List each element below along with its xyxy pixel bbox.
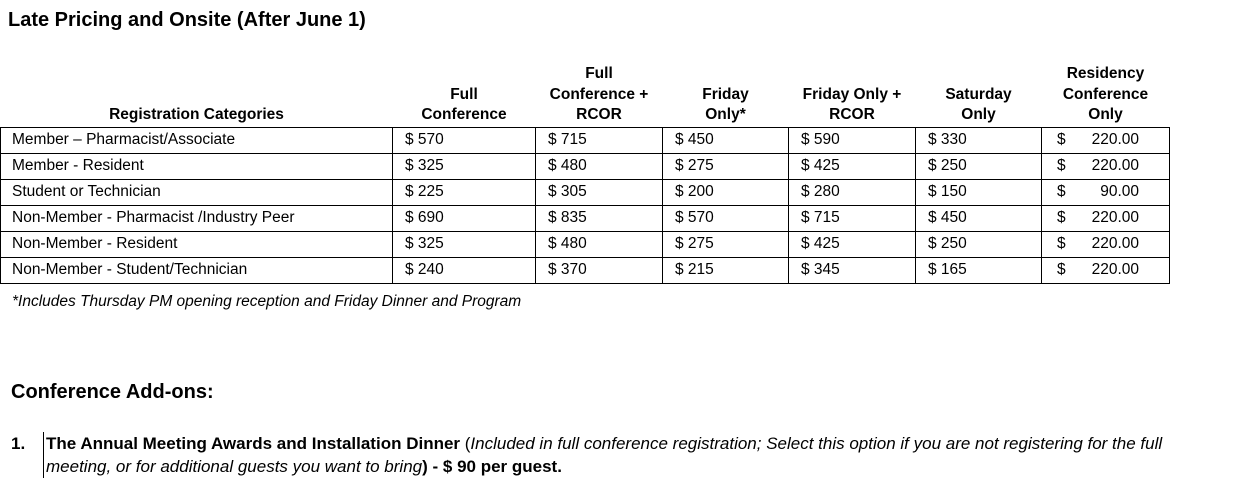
category-cell: Non-Member - Resident [1,231,393,257]
residency-price-cell [1042,179,1170,205]
header-line: Residency [1066,65,1145,82]
price-cell: $ 215 [663,257,789,283]
header-line: RCOR [576,106,622,123]
header-registration-categories [1,64,393,127]
header-friday-only [663,64,789,127]
header-line: Only [961,106,996,123]
header-line: Only* [705,106,746,123]
price-cell: $ 275 [663,231,789,257]
header-line: Conference + [549,85,649,103]
price-cell: $ 450 [663,127,789,153]
header-line: Registration Categories [109,106,284,123]
price-cell: $ 150 [916,179,1042,205]
residency-amount: 220.00 [1091,235,1139,252]
currency-symbol: $ [1057,157,1066,174]
addon-title: The Annual Meeting Awards and Installation Dinner [46,434,461,453]
header-line: Full [450,85,478,103]
header-saturday-only [916,64,1042,127]
residency-amount: 90.00 [1100,183,1139,200]
header-residency-conference-only [1042,64,1170,127]
addons-heading: Conference Add-ons: [11,381,214,403]
price-cell: $ 250 [916,231,1042,257]
category-cell: Non-Member - Student/Technician [1,257,393,283]
addon-number: 1. [11,434,26,453]
price-cell: $ 715 [536,127,663,153]
price-cell: $ 275 [663,153,789,179]
residency-price-cell [1042,231,1170,257]
page-title: Late Pricing and Onsite (After June 1) [8,9,366,31]
currency-symbol: $ [1057,235,1066,252]
residency-amount: 220.00 [1091,157,1139,174]
category-cell: Member - Resident [1,153,393,179]
price-cell: $ 240 [393,257,536,283]
price-cell: $ 590 [789,127,916,153]
price-cell: $ 250 [916,153,1042,179]
price-cell: $ 425 [789,231,916,257]
header-line: Conference [1062,85,1149,103]
table-row [1,179,1170,205]
price-cell: $ 280 [789,179,916,205]
header-line: Friday Only + [802,85,902,103]
header-line: Conference [421,106,507,123]
price-cell: $ 570 [393,127,536,153]
price-cell: $ 165 [916,257,1042,283]
addon-open-paren: ( [460,434,471,453]
price-cell: $ 450 [916,205,1042,231]
residency-price-cell [1042,205,1170,231]
addon-item [11,432,1191,478]
price-cell: $ 690 [393,205,536,231]
header-full-conference-rcor [536,64,663,127]
price-cell: $ 225 [393,179,536,205]
header-friday-only-rcor [789,64,916,127]
price-cell: $ 200 [663,179,789,205]
header-line: Only [1088,106,1123,123]
residency-amount: 220.00 [1091,131,1139,148]
addon-close-paren: ) [422,457,428,476]
addon-price: - $ 90 per guest. [427,457,562,476]
price-cell: $ 330 [916,127,1042,153]
residency-price-cell [1042,153,1170,179]
header-line: RCOR [829,106,875,123]
header-line: Friday [702,85,749,103]
currency-symbol: $ [1057,209,1066,226]
price-cell: $ 570 [663,205,789,231]
header-line: Saturday [945,85,1012,103]
currency-symbol: $ [1057,131,1066,148]
addon-text [43,432,1191,478]
price-cell: $ 325 [393,153,536,179]
table-row [1,127,1170,153]
header-line: Full [585,65,613,82]
currency-symbol: $ [1057,183,1066,200]
table-row [1,231,1170,257]
price-cell: $ 480 [536,231,663,257]
header-full-conference [393,64,536,127]
table-row [1,153,1170,179]
currency-symbol: $ [1057,261,1066,278]
category-cell: Student or Technician [1,179,393,205]
price-cell: $ 480 [536,153,663,179]
category-cell: Member – Pharmacist/Associate [1,127,393,153]
residency-price-cell [1042,127,1170,153]
residency-price-cell [1042,257,1170,283]
category-cell: Non-Member - Pharmacist /Industry Peer [1,205,393,231]
pricing-table [0,64,1170,284]
price-cell: $ 370 [536,257,663,283]
residency-amount: 220.00 [1091,209,1139,226]
table-header-row [1,64,1170,127]
price-cell: $ 305 [536,179,663,205]
residency-amount: 220.00 [1091,261,1139,278]
table-row [1,257,1170,283]
price-cell: $ 425 [789,153,916,179]
addon-detail: Included in full conference registration; Select this option if you are not registering for the full meeting, or for additional guests you want to bring [46,434,1163,476]
price-cell: $ 835 [536,205,663,231]
table-footnote: *Includes Thursday PM opening reception and Friday Dinner and Program [12,293,522,310]
price-cell: $ 715 [789,205,916,231]
table-row [1,205,1170,231]
price-cell: $ 325 [393,231,536,257]
price-cell: $ 345 [789,257,916,283]
